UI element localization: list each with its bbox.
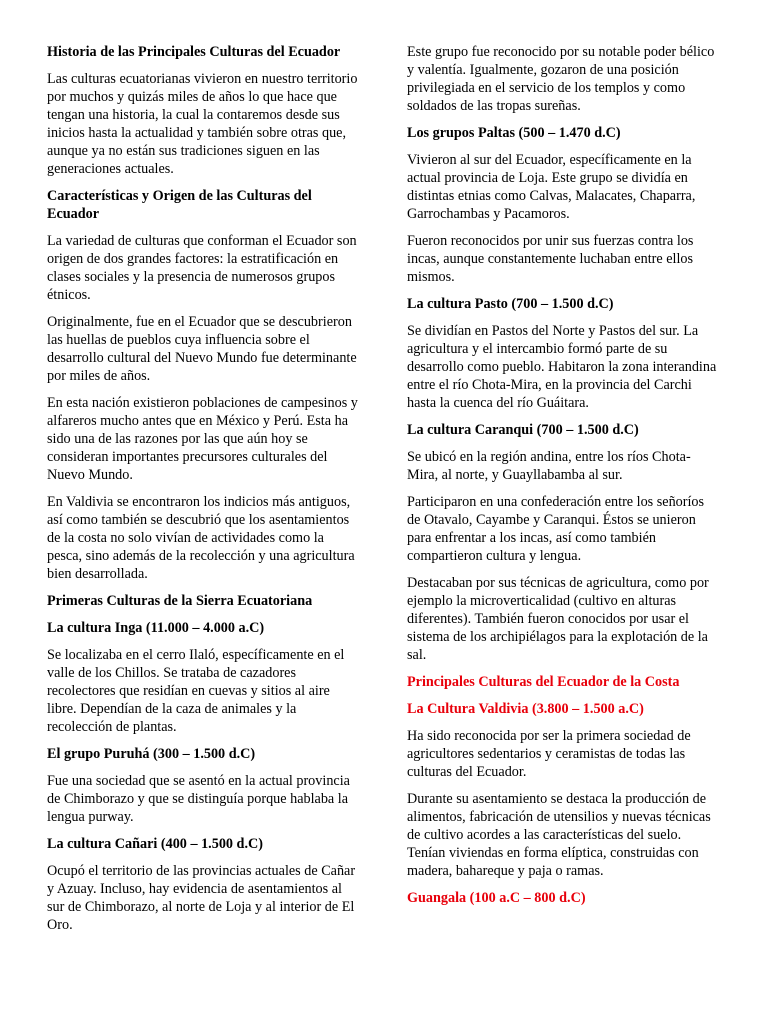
red-culture-heading: Guangala (100 a.C – 800 d.C) [407, 890, 586, 906]
right-column [407, 43, 720, 916]
culture-heading: La cultura Inga (11.000 – 4.000 a.C) [47, 620, 265, 636]
paragraph: Este grupo fue reconocido por su notable poder bélico y valentía. Igualmente, gozaron de una posición privilegiada en el servicio de los templos y como soldados de las tropas sureñas. [407, 44, 715, 114]
culture-heading: Los grupos Paltas (500 – 1.470 d.C) [407, 125, 621, 141]
paragraph: Se dividían en Pastos del Norte y Pastos del sur. La agricultura y el intercambio formó parte de su desarrollo como pueblo. Habitaron la zona interandina entre el río Chota-Mira, en la provincia del Carchi hasta la cuenca del río Guáitara. [407, 323, 717, 411]
paragraph: Vivieron al sur del Ecuador, específicamente en la actual provincia de Loja. Este grupo se dividía en distintas etnias como Calvas, Malacates, Chaparra, Garrochambas y Pacamoros. [407, 152, 696, 222]
culture-heading: La cultura Caranqui (700 – 1.500 d.C) [407, 422, 639, 438]
paragraph: En Valdivia se encontraron los indicios más antiguos, así como también se descubrió que los asentamientos de la costa no solo vivían de actividades como la pesca, sino además de la recolección y una agricultura bien desarrollada. [47, 494, 355, 582]
left-column [47, 43, 360, 943]
paragraph: Las culturas ecuatorianas vivieron en nuestro territorio por muchos y quizás miles de años lo que hace que tengan una historia, la cual la contaremos desde sus inicios hasta la actualidad y también sobre otras que, aunque ya no están sus tradiciones siguen en las generaciones actuales. [47, 71, 358, 177]
paragraph: Originalmente, fue en el Ecuador que se descubrieron las huellas de pueblos cuya influencia sobre el desarrollo cultural del Nuevo Mundo fue determinante por miles de años. [47, 314, 357, 384]
section-heading: Historia de las Principales Culturas del Ecuador [47, 44, 341, 60]
paragraph: La variedad de culturas que conforman el Ecuador son origen de dos grandes factores: la estratificación en clases sociales y la presencia de numerosos grupos étnicos. [47, 233, 357, 303]
culture-heading: El grupo Puruhá (300 – 1.500 d.C) [47, 746, 256, 762]
paragraph: Se localizaba en el cerro Ilaló, específicamente en el valle de los Chillos. Se trataba de cazadores recolectores que residían en cuevas y sitios al aire libre. Dependían de la caza de animales y la recolección de plantas. [47, 647, 345, 735]
paragraph: Destacaban por sus técnicas de agricultura, como por ejemplo la microverticalidad (cultivo en alturas diferentes). También fueron conocidos por usar el sistema de los archipiélagos para la explotación de la sal. [407, 575, 709, 663]
section-heading: Características y Origen de las Culturas del Ecuador [47, 188, 312, 222]
paragraph: Ocupó el territorio de las provincias actuales de Cañar y Azuay. Incluso, hay evidencia de asentamientos al sur de Chimborazo, al norte de Loja y al interior de El Oro. [47, 863, 356, 933]
red-culture-heading: La Cultura Valdivia (3.800 – 1.500 a.C) [407, 701, 644, 717]
paragraph: Fueron reconocidos por unir sus fuerzas contra los incas, aunque constantemente luchaban entre ellos mismos. [407, 233, 694, 285]
section-heading: Primeras Culturas de la Sierra Ecuatoriana [47, 593, 313, 609]
paragraph: En esta nación existieron poblaciones de campesinos y alfareros mucho antes que en México y Perú. Esta ha sido una de las razones por las que aún hoy se consideran importantes precursores culturales del Nuevo Mundo. [47, 395, 358, 483]
paragraph: Fue una sociedad que se asentó en la actual provincia de Chimborazo y que se distinguía porque hablaba la lengua purway. [47, 773, 350, 825]
paragraph: Se ubicó en la región andina, entre los ríos Chota-Mira, al norte, y Guayllabamba al sur. [407, 449, 691, 483]
culture-heading: La cultura Pasto (700 – 1.500 d.C) [407, 296, 614, 312]
paragraph: Durante su asentamiento se destaca la producción de alimentos, fabricación de utensilios y nuevas técnicas de cultivo acordes a las características del suelo. Tenían viviendas en forma elíptica, construidas con madera, bahareque y paja o ramas. [407, 791, 711, 879]
culture-heading: La cultura Cañari (400 – 1.500 d.C) [47, 836, 263, 852]
red-section-heading: Principales Culturas del Ecuador de la Costa [407, 674, 680, 690]
paragraph: Participaron en una confederación entre los señoríos de Otavalo, Cayambe y Caranqui. Éstos se unieron para enfrentar a los incas, así como también compartieron cultura y lengua. [407, 494, 705, 564]
paragraph: Ha sido reconocida por ser la primera sociedad de agricultores sedentarios y ceramistas de todas las culturas del Ecuador. [407, 728, 691, 780]
